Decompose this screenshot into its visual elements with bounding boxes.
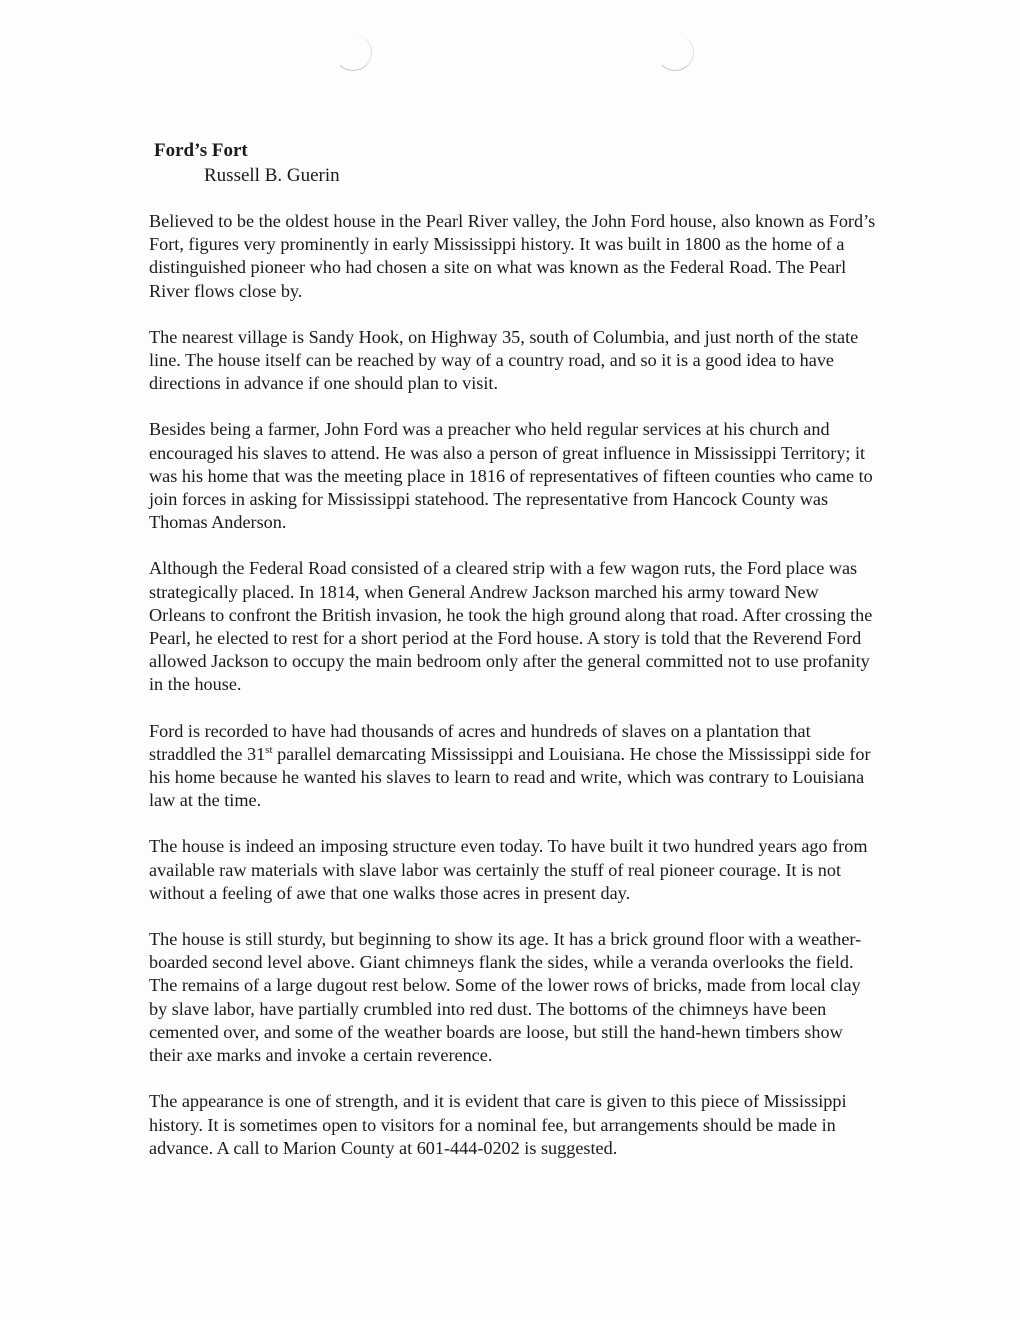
paragraph: The appearance is one of strength, and it is evident that care is given to this piece of Mississippi history. It is sometimes open to visitors for a nominal fee, but arrangements should be made in advance. A call to Marion County at 601-444-0202 is suggested. [149, 1091, 847, 1158]
paragraph: The house is indeed an imposing structure even today. To have built it two hundred years ago from available raw materials with slave labor was certainly the stuff of real pioneer courage. It is not without a feeling of awe that one walks those acres in present day. [149, 836, 868, 903]
paragraph: Besides being a farmer, John Ford was a preacher who held regular services at his church and encouraged his slaves to attend. He was also a person of great influence in Mississippi Territory; it was his home that was the meeting place in 1816 of representatives of fifteen counties who came to join forces in asking for Mississippi statehood. The representative from Hancock County was Thomas Anderson. [149, 419, 873, 533]
paragraph: Believed to be the oldest house in the Pearl River valley, the John Ford house, also known as Ford’s Fort, figures very prominently in early Mississippi history. It was built in 1800 as the home of a distinguished pioneer who had chosen a site on what was known as the Federal Road. The Pearl River flows close by. [149, 211, 876, 301]
ordinal-superscript: st [265, 743, 273, 756]
paragraph-text: Ford is recorded to have had thousands of acres and hundreds of slaves on a plantation that straddled the 31 [149, 720, 811, 764]
article-author: Russell B. Guerin [204, 165, 340, 186]
punch-hole-mark [656, 34, 694, 71]
article [149, 138, 879, 1183]
punch-hole-mark [334, 34, 372, 71]
paragraph [149, 720, 879, 813]
article-title: Ford’s Fort [154, 140, 248, 161]
paragraph: The nearest village is Sandy Hook, on Highway 35, south of Columbia, and just north of the state line. The house itself can be reached by way of a country road, and so it is a good idea to have directions in advance if one should plan to visit. [149, 326, 859, 394]
paragraph-text: parallel demarcating Mississippi and Louisiana. He chose the Mississippi side for his home because he wanted his slaves to learn to read and write, which was contrary to Louisiana law at the time. [149, 743, 871, 811]
paragraph: The house is still sturdy, but beginning to show its age. It has a brick ground floor with a weather-boarded second level above. Giant chimneys flank the sides, while a veranda overlooks the field. The remains of a large dugout rest below. Some of the lower rows of bricks, made from local clay by slave labor, have partially crumbled into red dust. The bottoms of the chimneys have been cemented over, and some of the weather boards are loose, but still the hand-hewn timbers show their axe marks and invoke a certain reverence. [149, 929, 862, 1066]
paragraph: Although the Federal Road consisted of a cleared strip with a few wagon ruts, the Ford place was strategically placed. In 1814, when General Andrew Jackson marched his army toward New Orleans to confront the British invasion, he took the high ground along that road. After crossing the Pearl, he elected to rest for a short period at the Ford house. A story is told that the Reverend Ford allowed Jackson to occupy the main bedroom only after the general committed not to use profanity in the house. [149, 558, 873, 695]
article-body [149, 210, 879, 1160]
